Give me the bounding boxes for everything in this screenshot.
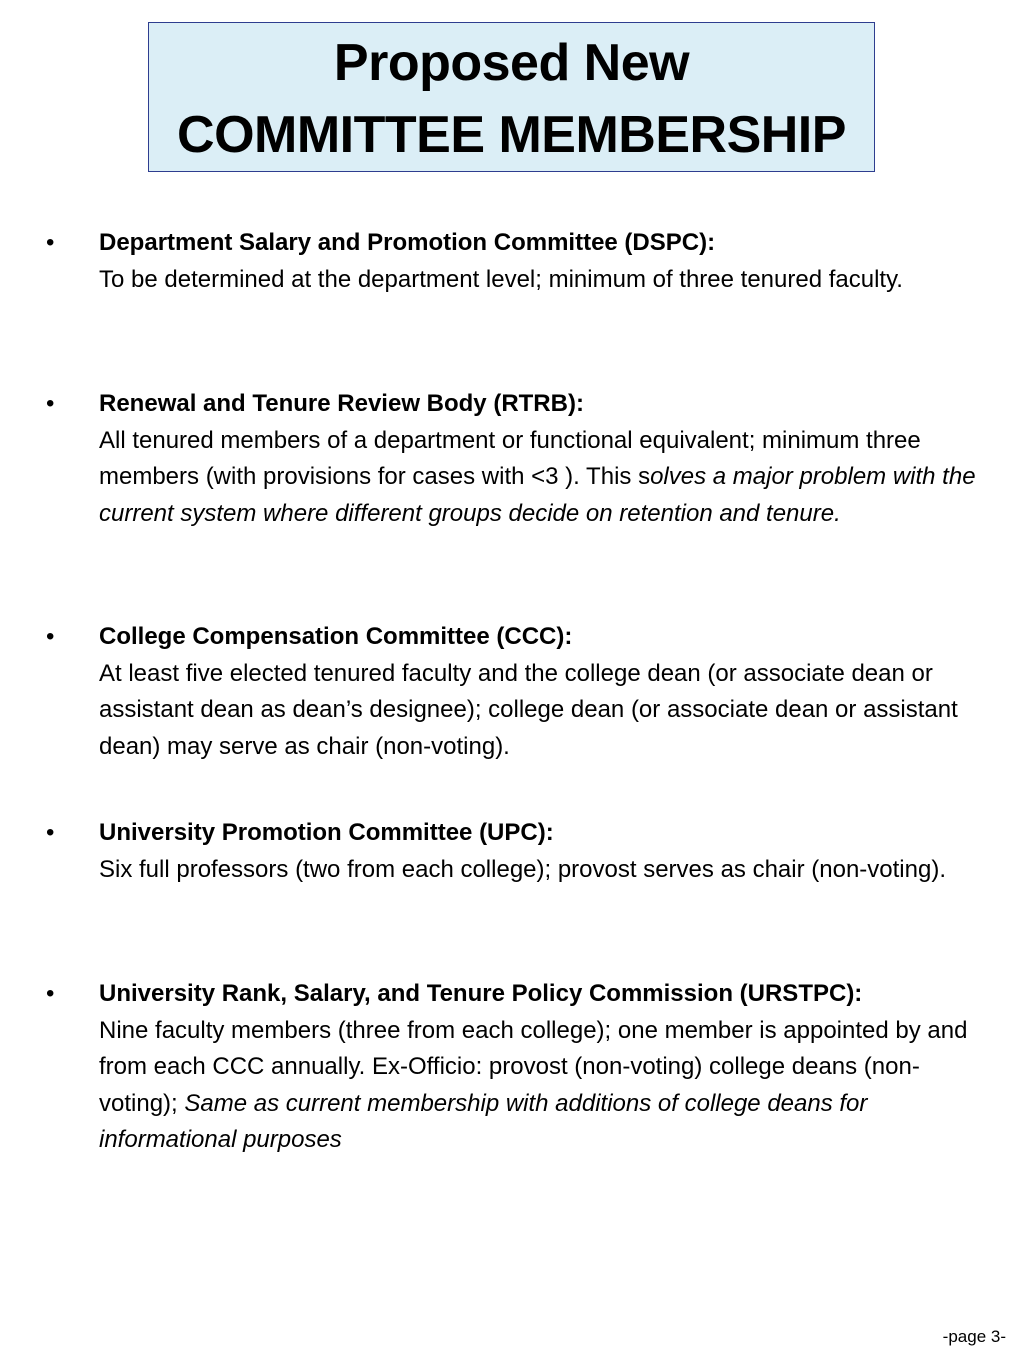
list-item-body <box>99 815 994 888</box>
bullet-icon: • <box>46 819 55 846</box>
list-item-italic-text: Same as current membership with additions of college deans for informational purposes <box>99 1089 868 1153</box>
list-item-text: At least five elected tenured faculty and the college dean (or associate dean or assistant dean as dean’s designee); college dean (or associate dean or assistant dean) may serve as chair (non-voting). <box>99 659 958 760</box>
list-item-text: All tenured members of a department or functional equivalent; minimum three members (with provisions for cases with <3 ). This s <box>99 426 921 490</box>
list-item-body <box>99 619 994 765</box>
list-item-heading: College Compensation Committee (CCC): <box>99 623 573 650</box>
list-item-text: Nine faculty members (three from each college); one member is appointed by and from each CCC annually. Ex-Officio: provost (non-voting) college deans (non-voting); <box>99 1016 968 1117</box>
page-number: -page 3- <box>942 1327 1006 1346</box>
list-item-heading: Renewal and Tenure Review Body (RTRB): <box>99 390 584 417</box>
bullet-icon: • <box>46 390 55 417</box>
list-item-heading: University Rank, Salary, and Tenure Policy Commission (URSTPC): <box>99 980 863 1007</box>
list-item-body <box>99 976 994 1159</box>
list-item-text: To be determined at the department level; minimum of three tenured faculty. <box>99 265 903 293</box>
list-item-italic-text: olves a major problem with the current system where different groups decide on retention and tenure. <box>99 463 976 527</box>
list-item-heading: Department Salary and Promotion Committee (DSPC): <box>99 229 716 256</box>
bullet-icon: • <box>46 623 55 650</box>
title-line-1: Proposed New <box>333 34 690 92</box>
title-line-2: COMMITTEE MEMBERSHIP <box>177 106 846 164</box>
bullet-icon: • <box>46 229 55 256</box>
title-box <box>148 22 875 172</box>
list-item-heading: University Promotion Committee (UPC): <box>99 819 554 846</box>
list-item-body <box>99 225 994 298</box>
list-item-text: Six full professors (two from each college); provost serves as chair (non-voting). <box>99 855 946 883</box>
list-item-body <box>99 386 994 532</box>
bullet-icon: • <box>46 980 55 1007</box>
